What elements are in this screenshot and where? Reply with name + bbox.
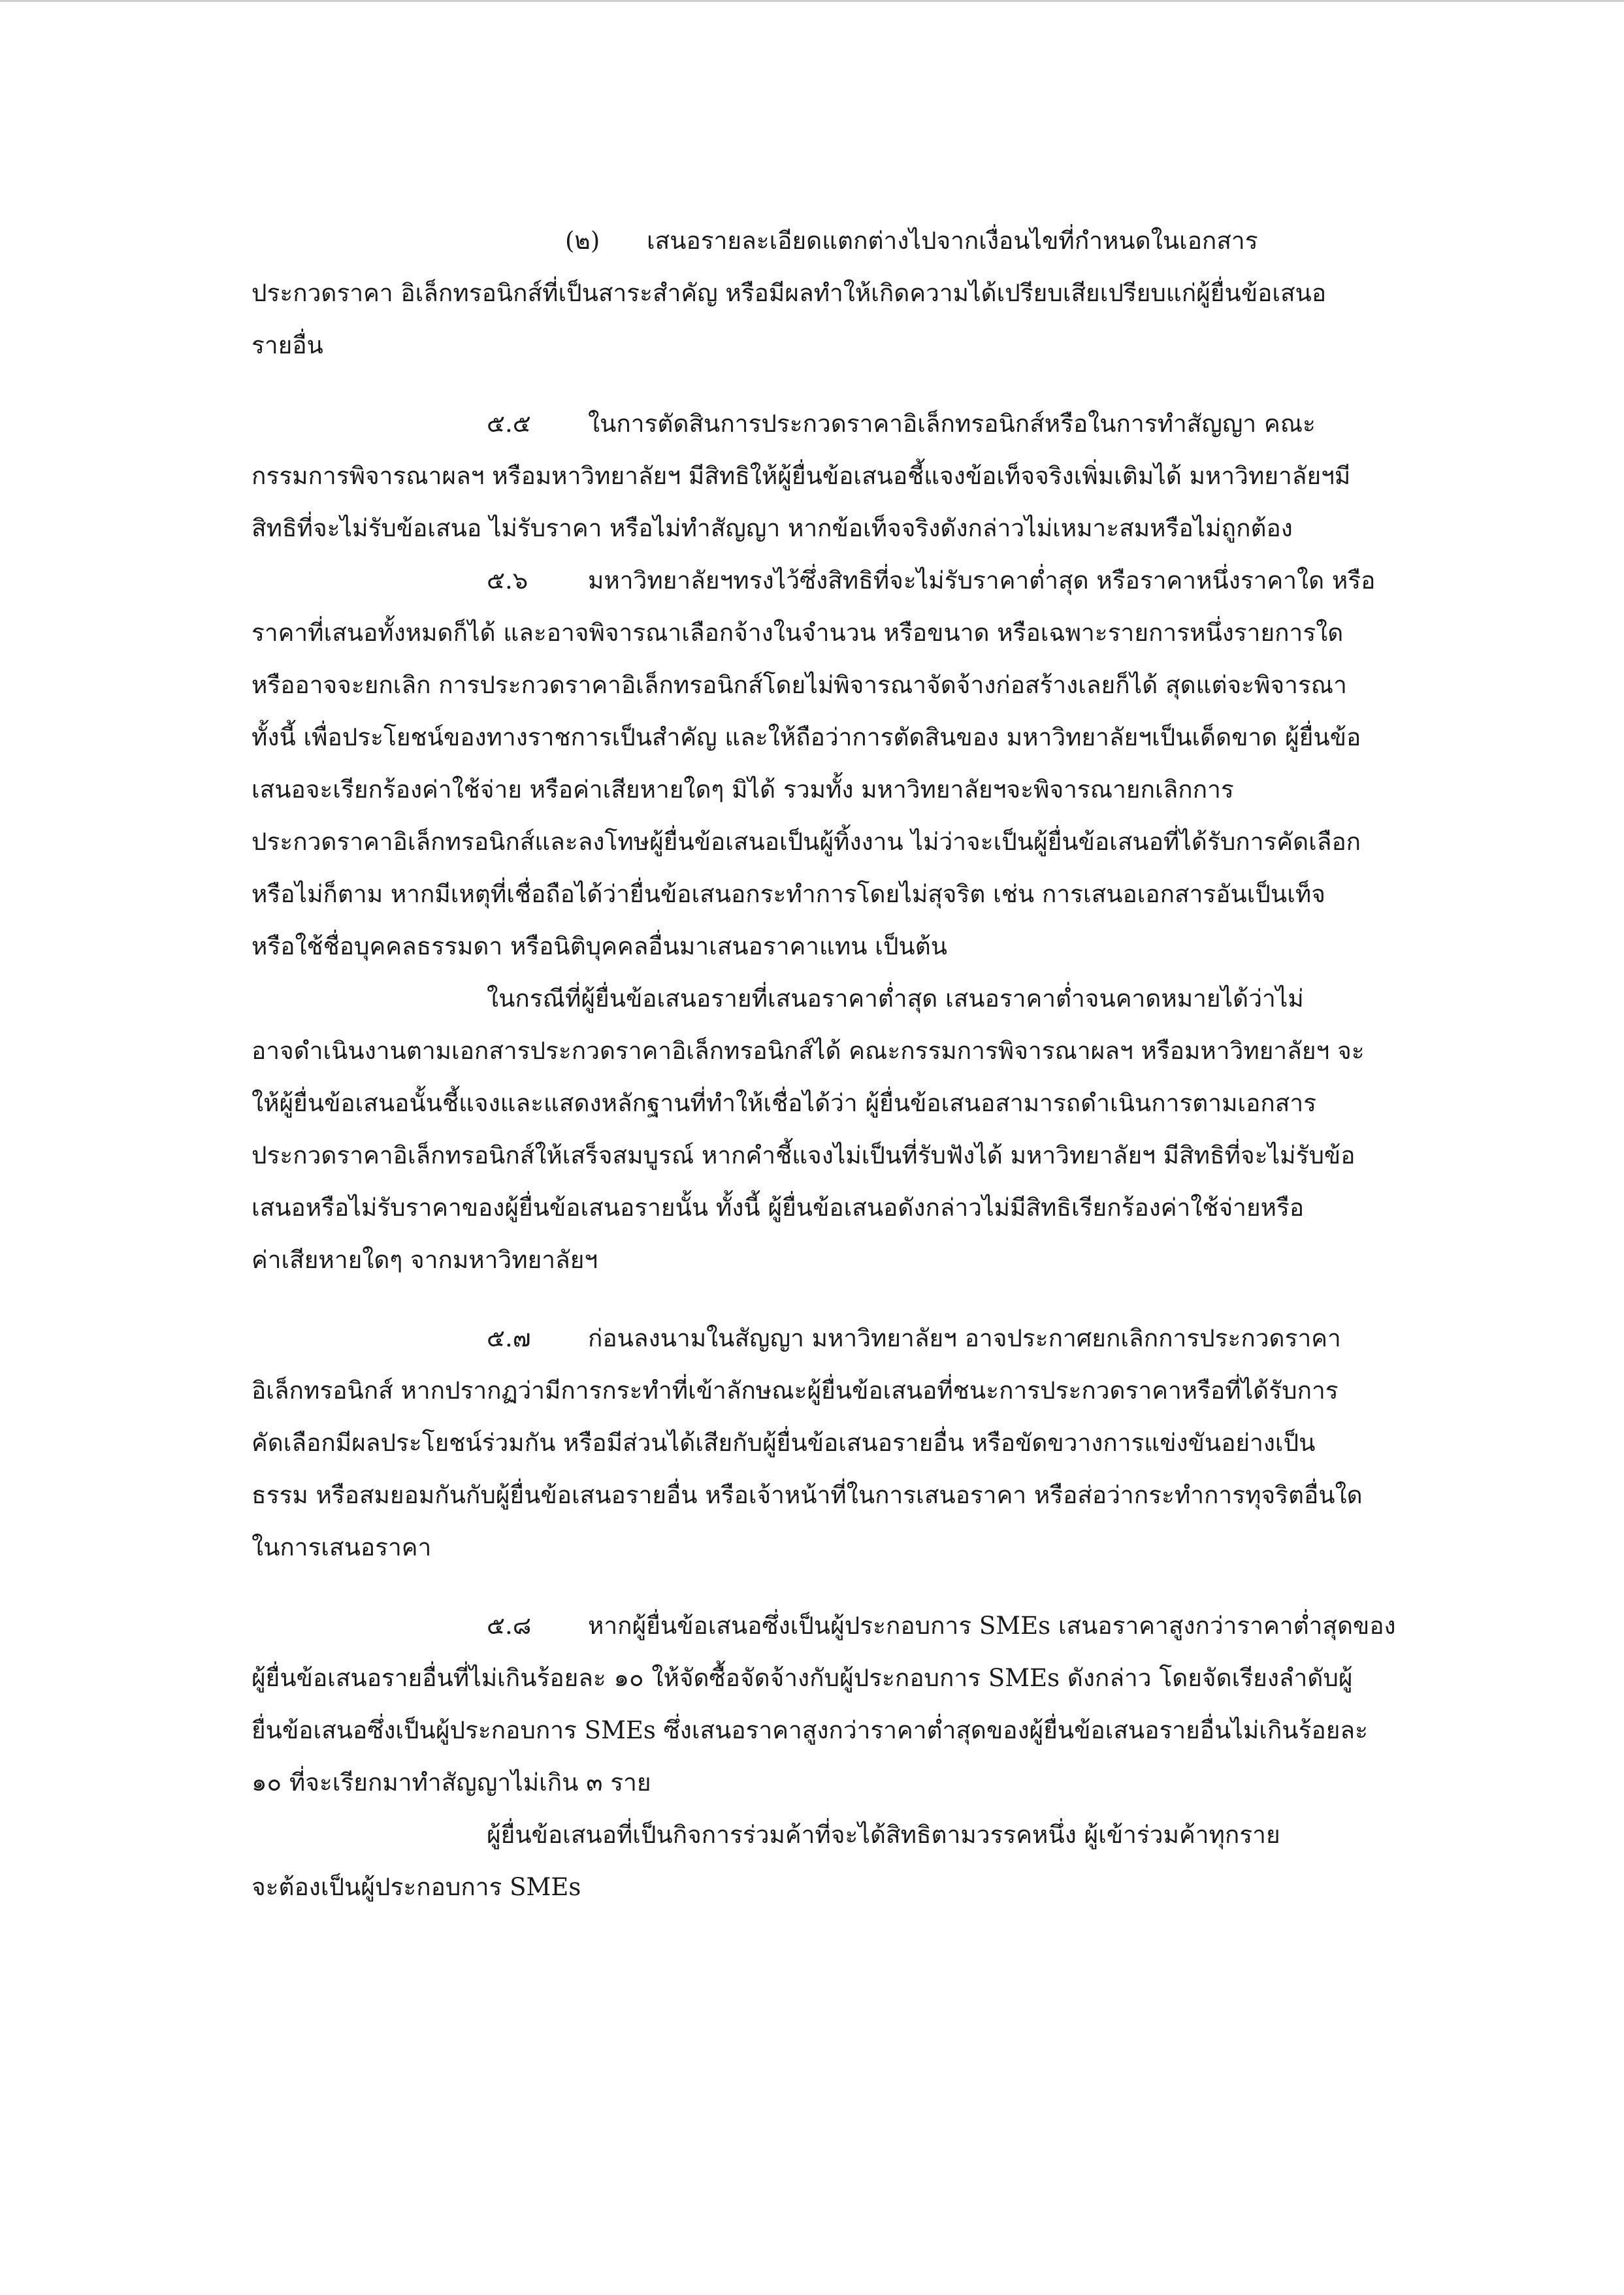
text-line: ธรรม หรือสมยอมกันกับผู้ยื่นข้อเสนอรายอื่น หรือเจ้าหน้าที่ในการเสนอราคา หรือส่อว่ากระทำการทุจริตอื่นใด <box>252 1481 1363 1509</box>
text-line: จะต้องเป็นผู้ประกอบการ SMEs <box>252 1873 581 1901</box>
text-line: ประกวดราคา อิเล็กทรอนิกส์ที่เป็นสาระสำคัญ หรือมีผลทำให้เกิดความได้เปรียบเสียเปรียบแก่ผู้ยื่นข้อเสนอ <box>252 279 1327 307</box>
text-line: อิเล็กทรอนิกส์ หากปรากฏว่ามีการกระทำที่เข้าลักษณะผู้ยื่นข้อเสนอที่ชนะการประกวดราคาหรือที่ได้รับการ <box>252 1376 1339 1405</box>
text-line: คัดเลือกมีผลประโยชน์ร่วมกัน หรือมีส่วนได้เสียกับผู้ยื่นข้อเสนอรายอื่น หรือขัดขวางการแข่งขันอย่างเป็น <box>252 1429 1316 1457</box>
text-line: ๕.๘ หากผู้ยื่นข้อเสนอซึ่งเป็นผู้ประกอบการ SMEs เสนอราคาสูงกว่าราคาต่ำสุดของ <box>487 1610 1396 1642</box>
text-line: หรือใช้ชื่อบุคคลธรรมดา หรือนิติบุคคลอื่นมาเสนอราคาแทน เป็นต้น <box>252 932 948 960</box>
clause-number: ๕.๖ <box>487 566 528 594</box>
text-line: อาจดำเนินงานตามเอกสารประกวดราคาอิเล็กทรอนิกส์ได้ คณะกรรมการพิจารณาผลฯ หรือมหาวิทยาลัยฯ จะ <box>252 1037 1365 1065</box>
text-line: ค่าเสียหายใดๆ จากมหาวิทยาลัยฯ <box>252 1246 598 1274</box>
text-line: ประกวดราคาอิเล็กทรอนิกส์ให้เสร็จสมบูรณ์ หากคำชี้แจงไม่เป็นที่รับฟังได้ มหาวิทยาลัยฯ มีสิทธิที่จะไม่รับข้อ <box>252 1141 1356 1169</box>
text-line: (๒) เสนอรายละเอียดแตกต่างไปจากเงื่อนไขที่กำหนดในเอกสาร <box>565 225 1258 257</box>
text-line: ๕.๕ ในการตัดสินการประกวดราคาอิเล็กทรอนิกส์หรือในการทำสัญญา คณะ <box>487 408 1316 440</box>
clause-number: ๕.๘ <box>487 1612 532 1640</box>
text-line: กรรมการพิจารณาผลฯ หรือมหาวิทยาลัยฯ มีสิทธิให้ผู้ยื่นข้อเสนอชี้แจงข้อเท็จจริงเพิ่มเติมได้ มหาวิทยาลัยฯมี <box>252 462 1351 490</box>
text-line: ๕.๗ ก่อนลงนามในสัญญา มหาวิทยาลัยฯ อาจประกาศยกเลิกการประกวดราคา <box>487 1323 1341 1354</box>
text-line: ๕.๖ มหาวิทยาลัยฯทรงไว้ซึ่งสิทธิที่จะไม่รับราคาต่ำสุด หรือราคาหนึ่งราคาใด หรือ <box>487 565 1375 596</box>
text-line: หรือไม่ก็ตาม หากมีเหตุที่เชื่อถือได้ว่ายื่นข้อเสนอกระทำการโดยไม่สุจริต เช่น การเสนอเอกสารอันเป็นเท็จ <box>252 880 1325 908</box>
text-line: ทั้งนี้ เพื่อประโยชน์ของทางราชการเป็นสำคัญ และให้ถือว่าการตัดสินของ มหาวิทยาลัยฯเป็นเด็ดขาด ผู้ยื่นข้อ <box>252 723 1361 751</box>
clause-number: ๕.๗ <box>487 1324 531 1352</box>
text-line: ให้ผู้ยื่นข้อเสนอนั้นชี้แจงและแสดงหลักฐานที่ทำให้เชื่อได้ว่า ผู้ยื่นข้อเสนอสามารถดำเนินการตามเอกสาร <box>252 1089 1316 1117</box>
text-line: ในกรณีที่ผู้ยื่นข้อเสนอรายที่เสนอราคาต่ำสุด เสนอราคาต่ำจนคาดหมายได้ว่าไม่ <box>487 985 1304 1013</box>
text-line: เสนอจะเรียกร้องค่าใช้จ่าย หรือค่าเสียหายใดๆ มิได้ รวมทั้ง มหาวิทยาลัยฯจะพิจารณายกเลิกการ <box>252 775 1234 804</box>
text-line: ยื่นข้อเสนอซึ่งเป็นผู้ประกอบการ SMEs ซึ่งเสนอราคาสูงกว่าราคาต่ำสุดของผู้ยื่นข้อเสนอรายอื่นไม่เกินร้อยละ <box>252 1716 1368 1744</box>
text-line: ๑๐ ที่จะเรียกมาทำสัญญาไม่เกิน ๓ ราย <box>252 1768 651 1797</box>
clause-number: (๒) <box>565 227 600 255</box>
page-top-edge <box>0 0 1624 2</box>
text-line: หรืออาจจะยกเลิก การประกวดราคาอิเล็กทรอนิกส์โดยไม่พิจารณาจัดจ้างก่อสร้างเลยก็ได้ สุดแต่จะพิจารณา <box>252 671 1347 699</box>
clause-number: ๕.๕ <box>487 410 531 438</box>
text-line: สิทธิที่จะไม่รับข้อเสนอ ไม่รับราคา หรือไม่ทำสัญญา หากข้อเท็จจริงดังกล่าวไม่เหมาะสมหรือไม่ถูกต้อง <box>252 514 1293 542</box>
text-line: ราคาที่เสนอทั้งหมดก็ได้ และอาจพิจารณาเลือกจ้างในจำนวน หรือขนาด หรือเฉพาะรายการหนึ่งรายการใด <box>252 619 1344 647</box>
text-line: ผู้ยื่นข้อเสนอรายอื่นที่ไม่เกินร้อยละ ๑๐ ให้จัดซื้อจัดจ้างกับผู้ประกอบการ SMEs ดังกล่าว โดยจัดเรียงลำดับผู้ <box>252 1664 1353 1692</box>
text-line: ผู้ยื่นข้อเสนอที่เป็นกิจการร่วมค้าที่จะได้สิทธิตามวรรคหนึ่ง ผู้เข้าร่วมค้าทุกราย <box>487 1821 1280 1849</box>
text-line: รายอื่น <box>252 331 323 359</box>
text-line: ประกวดราคาอิเล็กทรอนิกส์และลงโทษผู้ยื่นข้อเสนอเป็นผู้ทิ้งงาน ไม่ว่าจะเป็นผู้ยื่นข้อเสนอที่ได้รับการคัดเลือก <box>252 828 1361 856</box>
text-line: เสนอหรือไม่รับราคาของผู้ยื่นข้อเสนอรายนั้น ทั้งนี้ ผู้ยื่นข้อเสนอดังกล่าวไม่มีสิทธิเรียกร้องค่าใช้จ่ายหรือ <box>252 1194 1305 1222</box>
text-line: ในการเสนอราคา <box>252 1533 432 1561</box>
